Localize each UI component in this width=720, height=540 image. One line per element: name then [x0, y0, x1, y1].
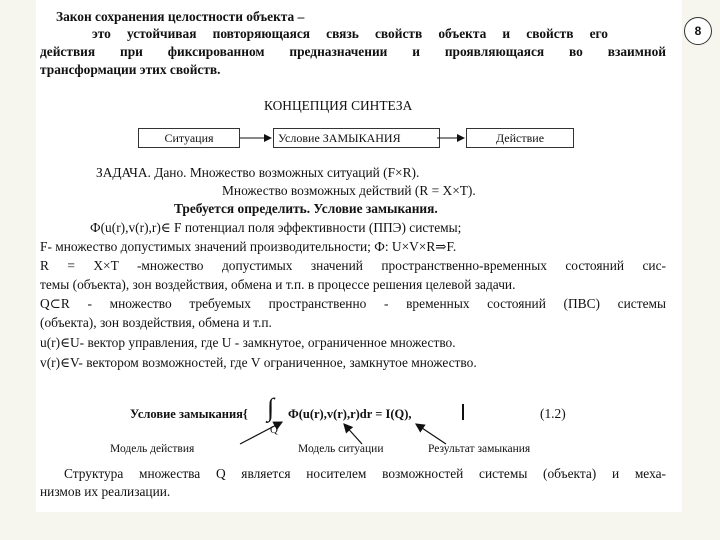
task-efficiency-potential: Ф(u(r),v(r),r)∈ F потенциал поля эффективности (ППЭ) системы; [90, 220, 462, 235]
formula-number: (1.2) [540, 406, 566, 421]
integral-subscript: Q [270, 424, 278, 436]
integral-sign: ∫ [267, 393, 275, 422]
task-required: Требуется определить. Условие замыкания. [174, 201, 438, 216]
closure-result-label: Результат замыкания [428, 443, 531, 455]
task-given-line-1: ЗАДАЧА. Дано. Множество возможных ситуаций (F×R). [96, 165, 420, 180]
law-text-line-3: действия при фиксированном предназначении и проявляющаяся во взаимной [40, 44, 666, 59]
model-action-label: Модель действия [110, 443, 195, 455]
footer-line-2: низмов их реализации. [40, 484, 171, 499]
closure-formula: Ф(u(r),v(r),r)dr = I(Q), [288, 407, 412, 421]
task-capability-vector: v(r)∈V- вектором возможностей, где V ограниченное, замкнутое множество. [40, 355, 477, 370]
concept-title: КОНЦЕПЦИЯ СИНТЕЗА [264, 98, 413, 113]
situation-box: Ситуация [138, 128, 240, 148]
task-state-set-line-1: R = X×T -множество допустимых значений пространственно-временных состояний сис- [40, 258, 666, 273]
action-box: Действие [466, 128, 574, 148]
task-required-states-line-1: Q⊂R - множество требуемых пространственно - временных состояний (ПВС) системы [40, 296, 666, 311]
task-given-line-2: Множество возможных действий (R = X×T). [222, 183, 476, 198]
law-text-line-2: это устойчивая повторяющаяся связь свойств объекта и свойств его [92, 26, 608, 41]
slide-number-badge: 8 [684, 17, 712, 45]
model-situation-label: Модель ситуации [298, 443, 384, 455]
text-cursor [462, 404, 464, 420]
closure-condition-box: Условие ЗАМЫКАНИЯ [273, 128, 440, 148]
footer-line-1: Структура множества Q является носителем возможностей системы (объекта) и меха- [64, 466, 666, 481]
task-required-states-line-2: (объекта), зон воздействия, обмена и т.п. [40, 315, 272, 330]
task-productivity-set: F- множество допустимых значений производительности; Ф: U×V×R⇒F. [40, 239, 457, 254]
law-heading: Закон сохранения целостности объекта – [56, 9, 305, 24]
task-control-vector: u(r)∈U- вектор управления, где U - замкнутое, ограниченное множество. [40, 335, 456, 350]
closure-condition-label: Условие замыкания{ [130, 407, 248, 421]
law-text-line-4: трансформации этих свойств. [40, 62, 221, 77]
task-state-set-line-2: темы (объекта), зон воздействия, обмена и т.п. в процессе решения целевой задачи. [40, 277, 516, 292]
